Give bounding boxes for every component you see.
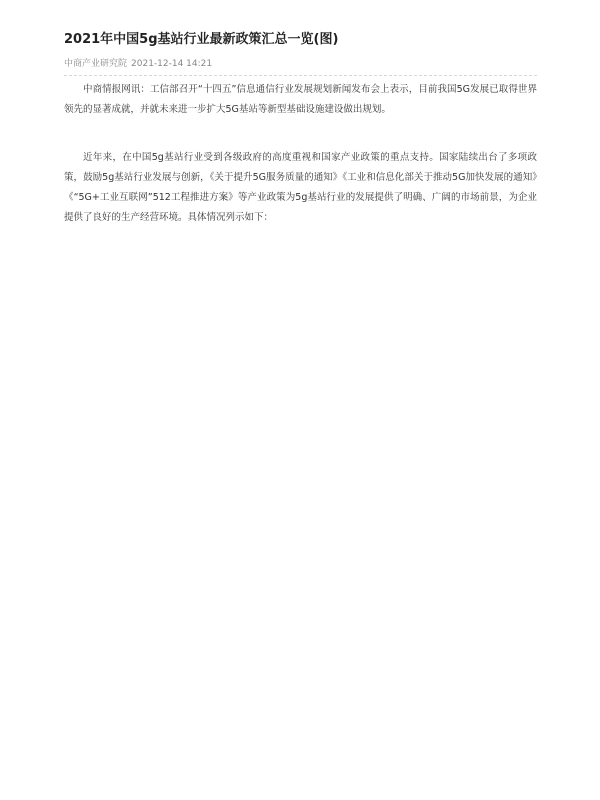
article-paragraph-2: 近年来，在中国5g基站行业受到各级政府的高度重视和国家产业政策的重点支持。国家陆续出台了多项政策，鼓励5g基站行业发展与创新，《关于提升5G服务质量的通知》《工业和信息化部关于推动5G加快发展的通知》《“5G+工业互联网”512工程推进方案》等产业政策为5g基站行业的发展提供了明确、广阔的市场前景，为企业提供了良好的生产经营环境。具体情况列示如下： xyxy=(64,152,537,223)
article-title: 2021年中国5g基站行业最新政策汇总一览(图) xyxy=(64,32,339,47)
article-datetime: 2021-12-14 14:21 xyxy=(131,59,213,69)
article-meta xyxy=(64,57,537,76)
article-source: 中商产业研究院 xyxy=(64,59,128,69)
article-paragraph-1: 中商情报网讯：工信部召开“十四五”信息通信行业发展规划新闻发布会上表示，目前我国5G发展已取得世界领先的显著成就，并就未来进一步扩大5G基站等新型基础设施建设做出规划。 xyxy=(64,84,537,115)
